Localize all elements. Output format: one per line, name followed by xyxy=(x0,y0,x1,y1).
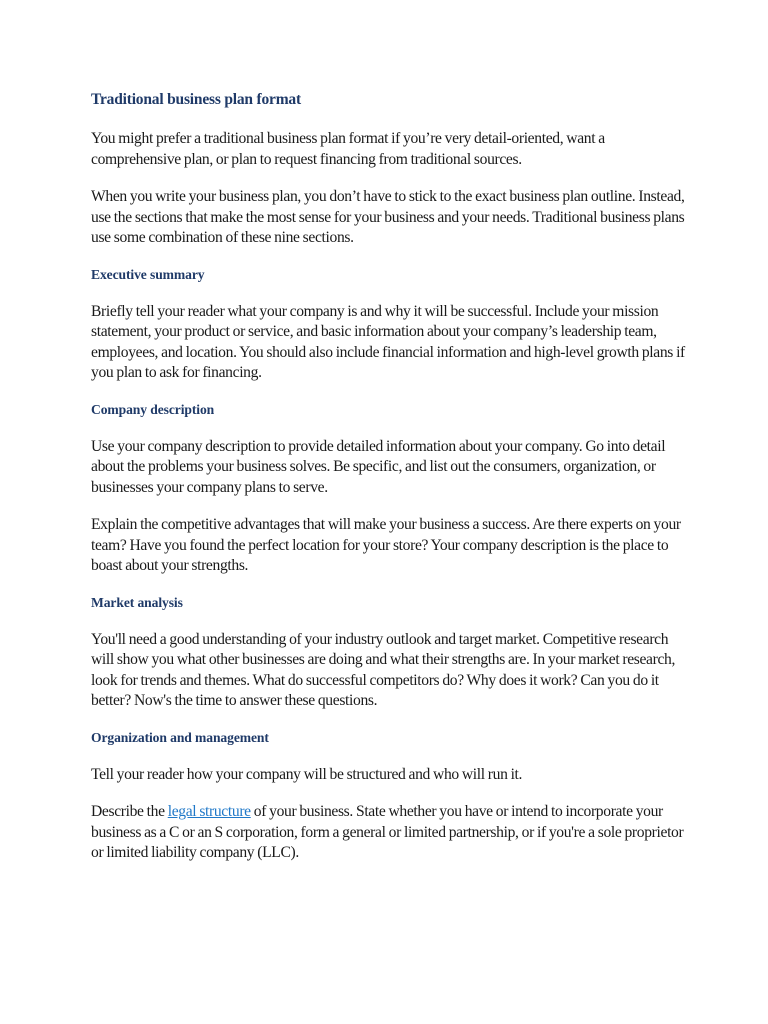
section-heading-company-description: Company description xyxy=(91,401,215,417)
legal-structure-paragraph xyxy=(91,802,691,864)
legal-structure-link[interactable]: legal structure xyxy=(167,803,251,820)
section-heading-market-analysis: Market analysis xyxy=(91,594,183,610)
section-paragraph: Use your company description to provide detailed information about your company. Go into detail about the problems your business solves. Be specific, and list out the consumers, organization, or businesses your company plans to serve. xyxy=(91,437,666,496)
paragraph-text-before-link: Describe the xyxy=(91,803,168,820)
intro-paragraph: When you write your business plan, you don’t have to stick to the exact business plan outline. Instead, use the sections that make the most sense for your business and your needs. Traditional business plans use some combination of these nine sections. xyxy=(91,188,685,246)
document-title: Traditional business plan format xyxy=(91,91,301,108)
section-paragraph: You'll need a good understanding of your industry outlook and target market. Competitive research will show you what other businesses are doing and what their strengths are. In your market research, look for trends and themes. What do successful competitors do? Why does it work? Can you do it better? Now's the time to answer these questions. xyxy=(91,630,676,709)
section-heading-executive-summary: Executive summary xyxy=(91,266,205,282)
section-paragraph: Tell your reader how your company will be structured and who will run it. xyxy=(91,765,523,783)
document-page xyxy=(91,90,691,881)
section-paragraph: Explain the competitive advantages that will make your business a success. Are there experts on your team? Have you found the perfect location for your store? Your company description is the place to boast about your strengths. xyxy=(91,516,681,574)
intro-paragraph: You might prefer a traditional business plan format if you’re very detail-oriented, want a comprehensive plan, or plan to request financing from traditional sources. xyxy=(91,130,605,168)
section-heading-organization-and-management: Organization and management xyxy=(91,729,269,745)
paragraph-text-after-link: of your business. State whether you have or intend to incorporate your business as a C or an S corporation, form a general or limited partnership, or if you're a sole proprietor or limited liability company (LLC). xyxy=(91,803,684,861)
section-paragraph: Briefly tell your reader what your company is and why it will be successful. Include your mission statement, your product or service, and basic information about your company’s leadership team, employees, and location. You should also include financial information and high-level growth plans if you plan to ask for financing. xyxy=(91,302,685,381)
